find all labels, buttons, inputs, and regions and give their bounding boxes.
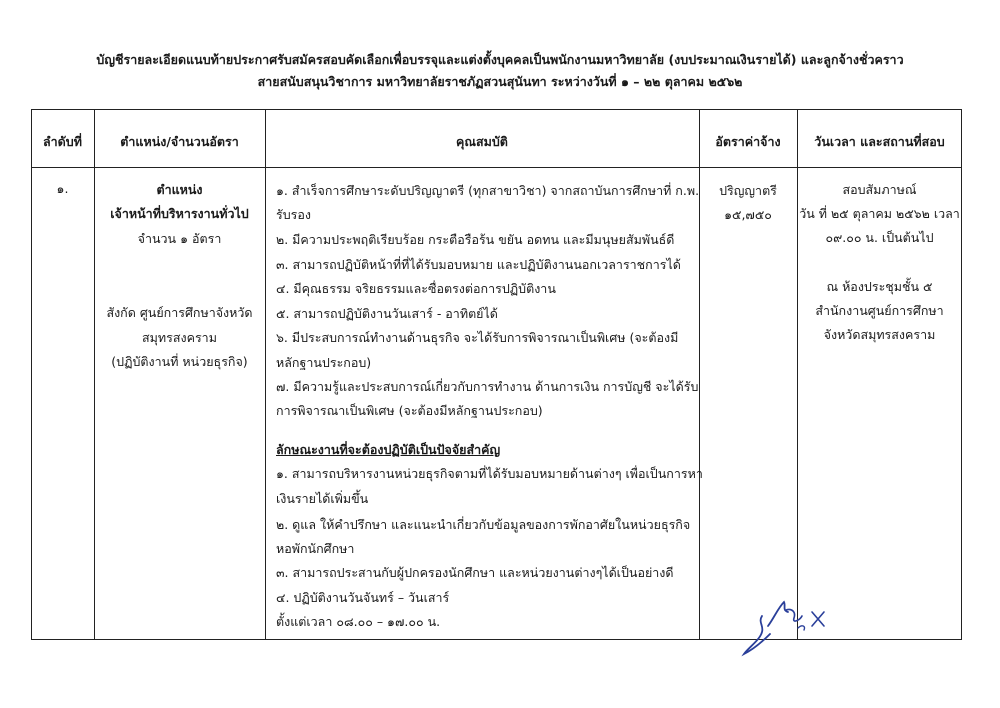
qualification-line: ๖. มีประสบการณ์ทำงานด้านธุรกิจ จะได้รับการพิจารณาเป็นพิเศษ (จะต้องมี	[276, 330, 679, 345]
position-affiliation-province: สมุทรสงคราม	[142, 330, 217, 345]
column-divider	[265, 110, 266, 639]
duties-heading: ลักษณะงานที่จะต้องปฏิบัติเป็นปัจจัยสำคัญ	[276, 442, 501, 457]
position-count: จำนวน ๑ อัตรา	[137, 231, 222, 246]
position-label: ตำแหน่ง	[156, 182, 203, 197]
header-position: ตำแหน่ง/จำนวนอัตรา	[120, 134, 239, 149]
duty-line: ตั้งแต่เวลา ๐๘.๐๐ – ๑๗.๐๐ น.	[276, 614, 441, 629]
header-divider	[32, 167, 961, 168]
schedule-type: สอบสัมภาษณ์	[842, 182, 917, 197]
qualification-line: ๕. สามารถปฏิบัติงานวันเสาร์ - อาทิตย์ได้	[276, 306, 498, 321]
qualification-line: ๑. สำเร็จการศึกษาระดับปริญญาตรี (ทุกสาขาวิชา) จากสถาบันการศึกษาที่ ก.พ.	[276, 183, 700, 198]
schedule-date: วัน ที่ ๒๕ ตุลาคม ๒๕๖๒ เวลา	[799, 206, 960, 221]
schedule-province: จังหวัดสมุทรสงคราม	[823, 327, 936, 342]
qualification-line: การพิจารณาเป็นพิเศษ (จะต้องมีหลักฐานประกอบ)	[276, 403, 543, 418]
signature-initials	[740, 596, 835, 658]
position-workplace: (ปฏิบัติงานที่ หน่วยธุรกิจ)	[111, 354, 248, 369]
document-title-line-2: สายสนับสนุนวิชาการ มหาวิทยาลัยราชภัฏสวนสุนันทา ระหว่างวันที่ ๑ – ๒๒ ตุลาคม ๒๕๖๒	[257, 74, 743, 89]
qualification-line: ๒. มีความประพฤติเรียบร้อย กระตือรือร้น ขยัน อดทน และมีมนุษยสัมพันธ์ดี	[276, 232, 675, 247]
schedule-office: สำนักงานศูนย์การศึกษา	[815, 303, 944, 318]
position-title: เจ้าหน้าที่บริหารงานทั่วไป	[110, 206, 249, 221]
schedule-time: ๐๙.๐๐ น. เป็นต้นไป	[825, 230, 934, 245]
header-schedule: วันเวลา และสถานที่สอบ	[814, 134, 945, 149]
qualification-line: ๗. มีความรู้และประสบการณ์เกี่ยวกับการทำงาน ด้านการเงิน การบัญชี จะได้รับ	[276, 379, 699, 394]
position-affiliation: สังกัด ศูนย์การศึกษาจังหวัด	[106, 305, 253, 320]
qualification-line: ๓. สามารถปฏิบัติหน้าที่ที่ได้รับมอบหมาย และปฏิบัติงานนอกเวลาราชการได้	[276, 257, 681, 272]
header-order: ลำดับที่	[43, 134, 82, 149]
duty-line: หอพักนักศึกษา	[276, 541, 355, 556]
duty-line: ๓. สามารถประสานกับผู้ปกครองนักศึกษา และหน่วยงานต่างๆได้เป็นอย่างดี	[276, 565, 674, 580]
row-order: ๑.	[56, 181, 69, 196]
duty-line: ๒. ดูแล ให้คำปรึกษา และแนะนำเกี่ยวกับข้อมูลของการพักอาศัยในหน่วยธุรกิจ	[276, 517, 691, 532]
wage-degree: ปริญญาตรี	[719, 183, 777, 198]
duty-line: ๑. สามารถบริหารงานหน่วยธุรกิจตามที่ได้รับมอบหมายด้านต่างๆ เพื่อเป็นการหา	[276, 466, 703, 481]
wage-amount: ๑๕,๗๕๐	[724, 207, 772, 222]
qualification-line: ๔. มีคุณธรรม จริยธรรมและซื่อตรงต่อการปฏิบัติงาน	[276, 281, 556, 296]
duty-line: เงินรายได้เพิ่มขึ้น	[276, 491, 369, 506]
document-title-line-1: บัญชีรายละเอียดแนบท้ายประกาศรับสมัครสอบคัดเลือกเพื่อบรรจุและแต่งตั้งบุคคลเป็นพนักงานมหาวิทยาลัย (งบประมาณเงินรายได้) และลูกจ้างชั่วคราว	[96, 52, 904, 67]
header-qualifications: คุณสมบัติ	[456, 134, 508, 149]
header-wage: อัตราค่าจ้าง	[715, 134, 781, 149]
duty-line: ๔. ปฏิบัติงานวันจันทร์ – วันเสาร์	[276, 590, 450, 605]
qualification-line: หลักฐานประกอบ)	[276, 355, 372, 370]
schedule-room: ณ ห้องประชุมชั้น ๕	[826, 279, 933, 294]
qualification-line: รับรอง	[276, 207, 311, 222]
